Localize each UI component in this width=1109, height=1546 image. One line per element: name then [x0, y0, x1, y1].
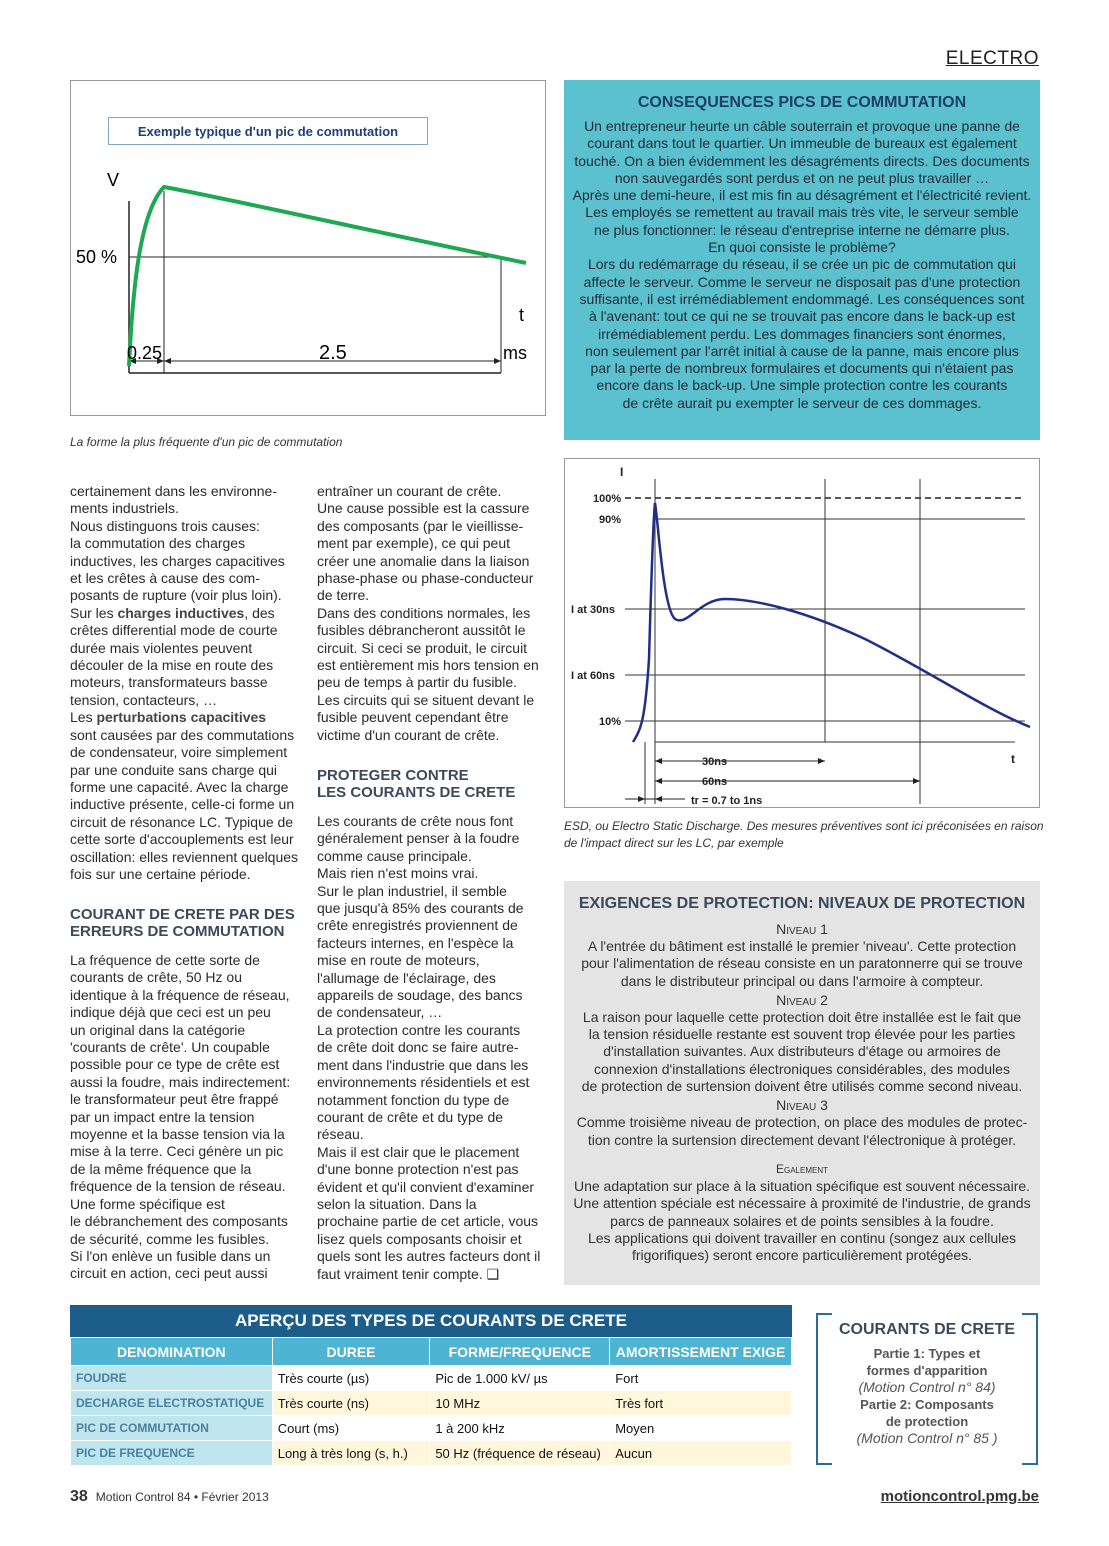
column-1-intro	[70, 483, 306, 883]
table-cell: DECHARGE ELECTROSTATIQUE	[71, 1391, 273, 1416]
table-row	[71, 1416, 792, 1441]
figure-label: Exemple typique d'un pic de commutation	[108, 117, 428, 145]
dim-rise-time: tr = 0.7 to 1ns	[691, 795, 763, 807]
label-025: 0.25	[127, 343, 163, 363]
level-3-text: Comme troisième niveau de protection, on place des modules de protec- tion contre la surtension directement devant l'électronique à protéger.	[576, 1114, 1028, 1148]
esd-diagram	[565, 459, 1039, 807]
column-1-text-2: La fréquence de cette sorte de courants de crête, 50 Hz ou identique à la fréquence de réseau, indique déjà que ceci est un peu un original dans la catégorie 'courants de crête'. Un coupable possible pour ce type de crête est aussi la foudre, mais indirectement: le transformateur peut être frappé par un impact entre la tension moyenne et la basse tension via la mise à la terre. Ceci génère un pic de la même fréquence que la fréquence de la tension de réseau. Une forme spécifique est le débranchement des composants de sécurité, comme les fusibles. Si l'on enlève un fusible dans un circuit en action, ceci peut aussi	[70, 952, 291, 1282]
column-2-text-2: Les courants de crête nous font généralement penser à la foudre comme cause principale. Mais rien n'est moins vrai. Sur le plan industriel, il semble que jusqu'à 85% des courants de crête enregistrés proviennent de facteurs internes, en l'espèce la mise en route de moteurs, l'allumage de l'éclairage, des appareils de soudage, des bancs de condensateur, … La protection contre les courants de crête doit donc se faire autre- ment dans l'industrie que dans les environnements résidentiels et est notamment fonction du type de courant de crête et du type de réseau. Mais il est clair que le placement d'une bonne protection n'est pas évident et qu'il convient d'examiner selon la situation. Dans la prochaine partie de cet article, vous lisez quels composants choisir et quels sont les autres facteurs dont il faut vraiment tenir compte. ❑	[317, 813, 541, 1282]
table-title: APERÇU DES TYPES DE COURANTS DE CRETE	[70, 1305, 792, 1337]
figure2-caption: ESD, ou Electro Static Discharge. Des mesures préventives sont ici préconisées en raison de l'impact direct sur les LC, par exemple	[564, 819, 1044, 850]
label-90: 90%	[599, 514, 622, 526]
table-cell: PIC DE FREQUENCE	[71, 1441, 273, 1466]
table-cell: Fort	[610, 1366, 792, 1391]
protection-levels-box	[564, 881, 1040, 1285]
level-3-heading: Niveau 3	[776, 1097, 828, 1114]
footer-issue	[70, 1488, 269, 1506]
series-part2-ref: (Motion Control n° 85 )	[856, 1430, 998, 1446]
bracket-left	[816, 1313, 832, 1465]
series-part1-line1: Partie 1: Types et	[873, 1346, 981, 1361]
table-cell: Très courte (µs)	[272, 1366, 430, 1391]
table-header: AMORTISSEMENT EXIGE	[610, 1338, 792, 1366]
col1-text-c: , des crêtes differential mode de courte durée mais violentes peuvent découler de la mise en route des moteurs, transformateurs basse tension, contacteurs, … Les	[70, 604, 278, 726]
table-cell: Long à très long (s, h.)	[272, 1441, 430, 1466]
series-part2-line2: de protection	[885, 1414, 969, 1429]
website-link[interactable]: motioncontrol.pmg.be	[880, 1488, 1039, 1505]
table-row	[71, 1366, 792, 1391]
table-header: DENOMINATION	[71, 1338, 273, 1366]
level-2-heading: Niveau 2	[776, 991, 828, 1008]
table-row	[71, 1391, 792, 1416]
level-1-text: A l'entrée du bâtiment est installé le premier 'niveau'. Cette protection pour l'alimentation de réseau consiste en un paratonnerre qui se trouve dans le distributeur principal ou dans l'armoire à compteur.	[581, 938, 1023, 989]
col1-text-e: sont causées par des commutations de condensateur, voire simplement par une conduite sans charge qui forme une capacité. Avec la charge inductive présente, celle-ci forme un circuit de résonance LC. Typique de cette sorte d'accouplements est leur oscillation: elles reviennent quelques fois sur une certaine période.	[70, 726, 299, 882]
consequences-text: Un entrepreneur heurte un câble souterrain et provoque une panne de courant dans tout le quartier. Un immeuble de bureaux est également touché. On a bien évidemment les désagréments directs. Des documents non sauvegardés sont perdus et on ne peut plus travailler … Après une demi-heure, il est mis fin au désagrément et l'électricité revient. Les employés se remettent au travail mais très vite, le serveur semble ne plus fonctionner: le réseau d'entreprise interne ne démarre plus. En quoi consiste le problème? Lors du redémarrage du réseau, il se crée un pic de commutation qui affecte le serveur. Comme le serveur ne disposait pas d'une protection suffisante, il est irrémédiablement endommagé. Les conséquences sont à l'avenant: tout ce qui ne se trouvait pas encore dans le back-up est irrémédiablement perdu. Les dommages financiers sont énormes, non seulement par l'arrêt initial à cause de la panne, mais encore plus par la perte de nombreux formulaires et documents qui n'étaient pas encore dans le back-up. Une simple protection contre les courants de crête aurait pu exempter le serveur de ces dommages.	[572, 118, 1032, 411]
figure-esd-pulse	[564, 458, 1040, 808]
table-header: FORME/FREQUENCE	[430, 1338, 610, 1366]
table-cell: FOUDRE	[71, 1366, 273, 1391]
label-100: 100%	[593, 493, 622, 505]
series-box	[816, 1313, 1038, 1463]
label-ms: ms	[503, 343, 527, 363]
table-cell: 10 MHz	[430, 1391, 610, 1416]
table-cell: PIC DE COMMUTATION	[71, 1416, 273, 1441]
table-cell: 1 à 200 kHz	[430, 1416, 610, 1441]
label-50-percent: 50 %	[76, 247, 118, 267]
dim-30ns: 30ns	[702, 756, 728, 768]
consequences-title: CONSEQUENCES PICS DE COMMUTATION	[637, 94, 967, 111]
protection-levels-title: EXIGENCES DE PROTECTION: NIVEAUX DE PROTECTION	[578, 895, 1026, 912]
series-part1-ref: (Motion Control n° 84)	[858, 1379, 996, 1395]
heading-protection: PROTEGER CONTRE LES COURANTS DE CRETE	[317, 767, 516, 801]
also-text: Une adaptation sur place à la situation spécifique est souvent nécessaire. Une attention spéciale est nécessaire à proximité de l'industrie, de grands parcs de panneaux solaires et de points sensibles à la foudre. Les applications qui doivent travailler en continu (songez aux cellules frigorifiques) seront encore particulièrement protégées.	[573, 1177, 1031, 1264]
col1-text-a: certainement dans les environne- ments industriels. Nous distinguons trois causes: la commutation des charges inductives, les charges capacitives et les crêtes à cause des com- posants de rupture (voir plus loin). Sur les	[70, 483, 285, 621]
axis-t-label: t	[519, 305, 525, 325]
issue-text: Motion Control 84 • Février 2013	[95, 1490, 269, 1504]
label-25: 2.5	[319, 342, 347, 364]
pulse-diagram	[71, 81, 545, 415]
axis-v-label: V	[107, 170, 120, 190]
bracket-right	[1022, 1313, 1038, 1465]
also-heading: Egalement	[775, 1161, 828, 1176]
table-cell: Pic de 1.000 kV/ µs	[430, 1366, 610, 1391]
series-title: COURANTS DE CRETE	[838, 1321, 1015, 1338]
level-2-text: La raison pour laquelle cette protection doit être installée est le fait que la tension résiduelle restante est souvent trop élevée pour les parties d'installation suivantes. Aux distributeurs d'étage ou armoires de connexion d'installations électroniques considérables, des modules de protection de surtension doivent être utilisés comme second niveau.	[581, 1008, 1023, 1095]
heading-commutation-errors: COURANT DE CRETE PAR DES ERREURS DE COMMUTATION	[70, 906, 295, 940]
section-tag: ELECTRO	[945, 48, 1039, 69]
figure-commutation-pulse	[70, 80, 546, 416]
table-cell: Aucun	[610, 1441, 792, 1466]
figure1-caption: La forme la plus fréquente d'un pic de commutation	[70, 435, 343, 449]
column-2-text-1: entraîner un courant de crête. Une cause possible est la cassure des composants (par le vieillisse- ment par exemple), ce qui peut créer une anomalie dans la liaison phase-phase ou phase-conducteur de terre. Dans des conditions normales, les fusibles débrancheront aussitôt le circuit. Si ceci se produit, le circuit est entièrement mis hors tension en peu de temps à partir du fusible. Les circuits qui se situent devant le fusible peuvent cependant être victime d'un courant de crête.	[317, 483, 539, 743]
table-header: DUREE	[272, 1338, 430, 1366]
label-i-60ns: I at 60ns	[571, 670, 616, 682]
surge-types-table	[70, 1305, 792, 1466]
label-10: 10%	[599, 716, 622, 728]
table-cell: Très courte (ns)	[272, 1391, 430, 1416]
series-part1-line2: formes d'apparition	[866, 1363, 988, 1378]
col1-bold-inductive: charges inductives	[117, 604, 245, 621]
table-row	[71, 1441, 792, 1466]
page-number: 38	[70, 1488, 88, 1505]
consequences-box	[564, 80, 1040, 440]
table-cell: Moyen	[610, 1416, 792, 1441]
axis-i-label: I	[620, 465, 624, 479]
table-cell: Très fort	[610, 1391, 792, 1416]
table-cell: 50 Hz (fréquence de réseau)	[430, 1441, 610, 1466]
table-cell: Court (ms)	[272, 1416, 430, 1441]
col1-bold-capacitive: perturbations capacitives	[96, 709, 267, 726]
series-part2-line1: Partie 2: Composants	[860, 1397, 994, 1412]
dim-60ns: 60ns	[702, 776, 728, 788]
level-1-heading: Niveau 1	[776, 921, 828, 937]
label-i-30ns: I at 30ns	[571, 604, 616, 616]
axis-t-label: t	[1011, 752, 1015, 766]
